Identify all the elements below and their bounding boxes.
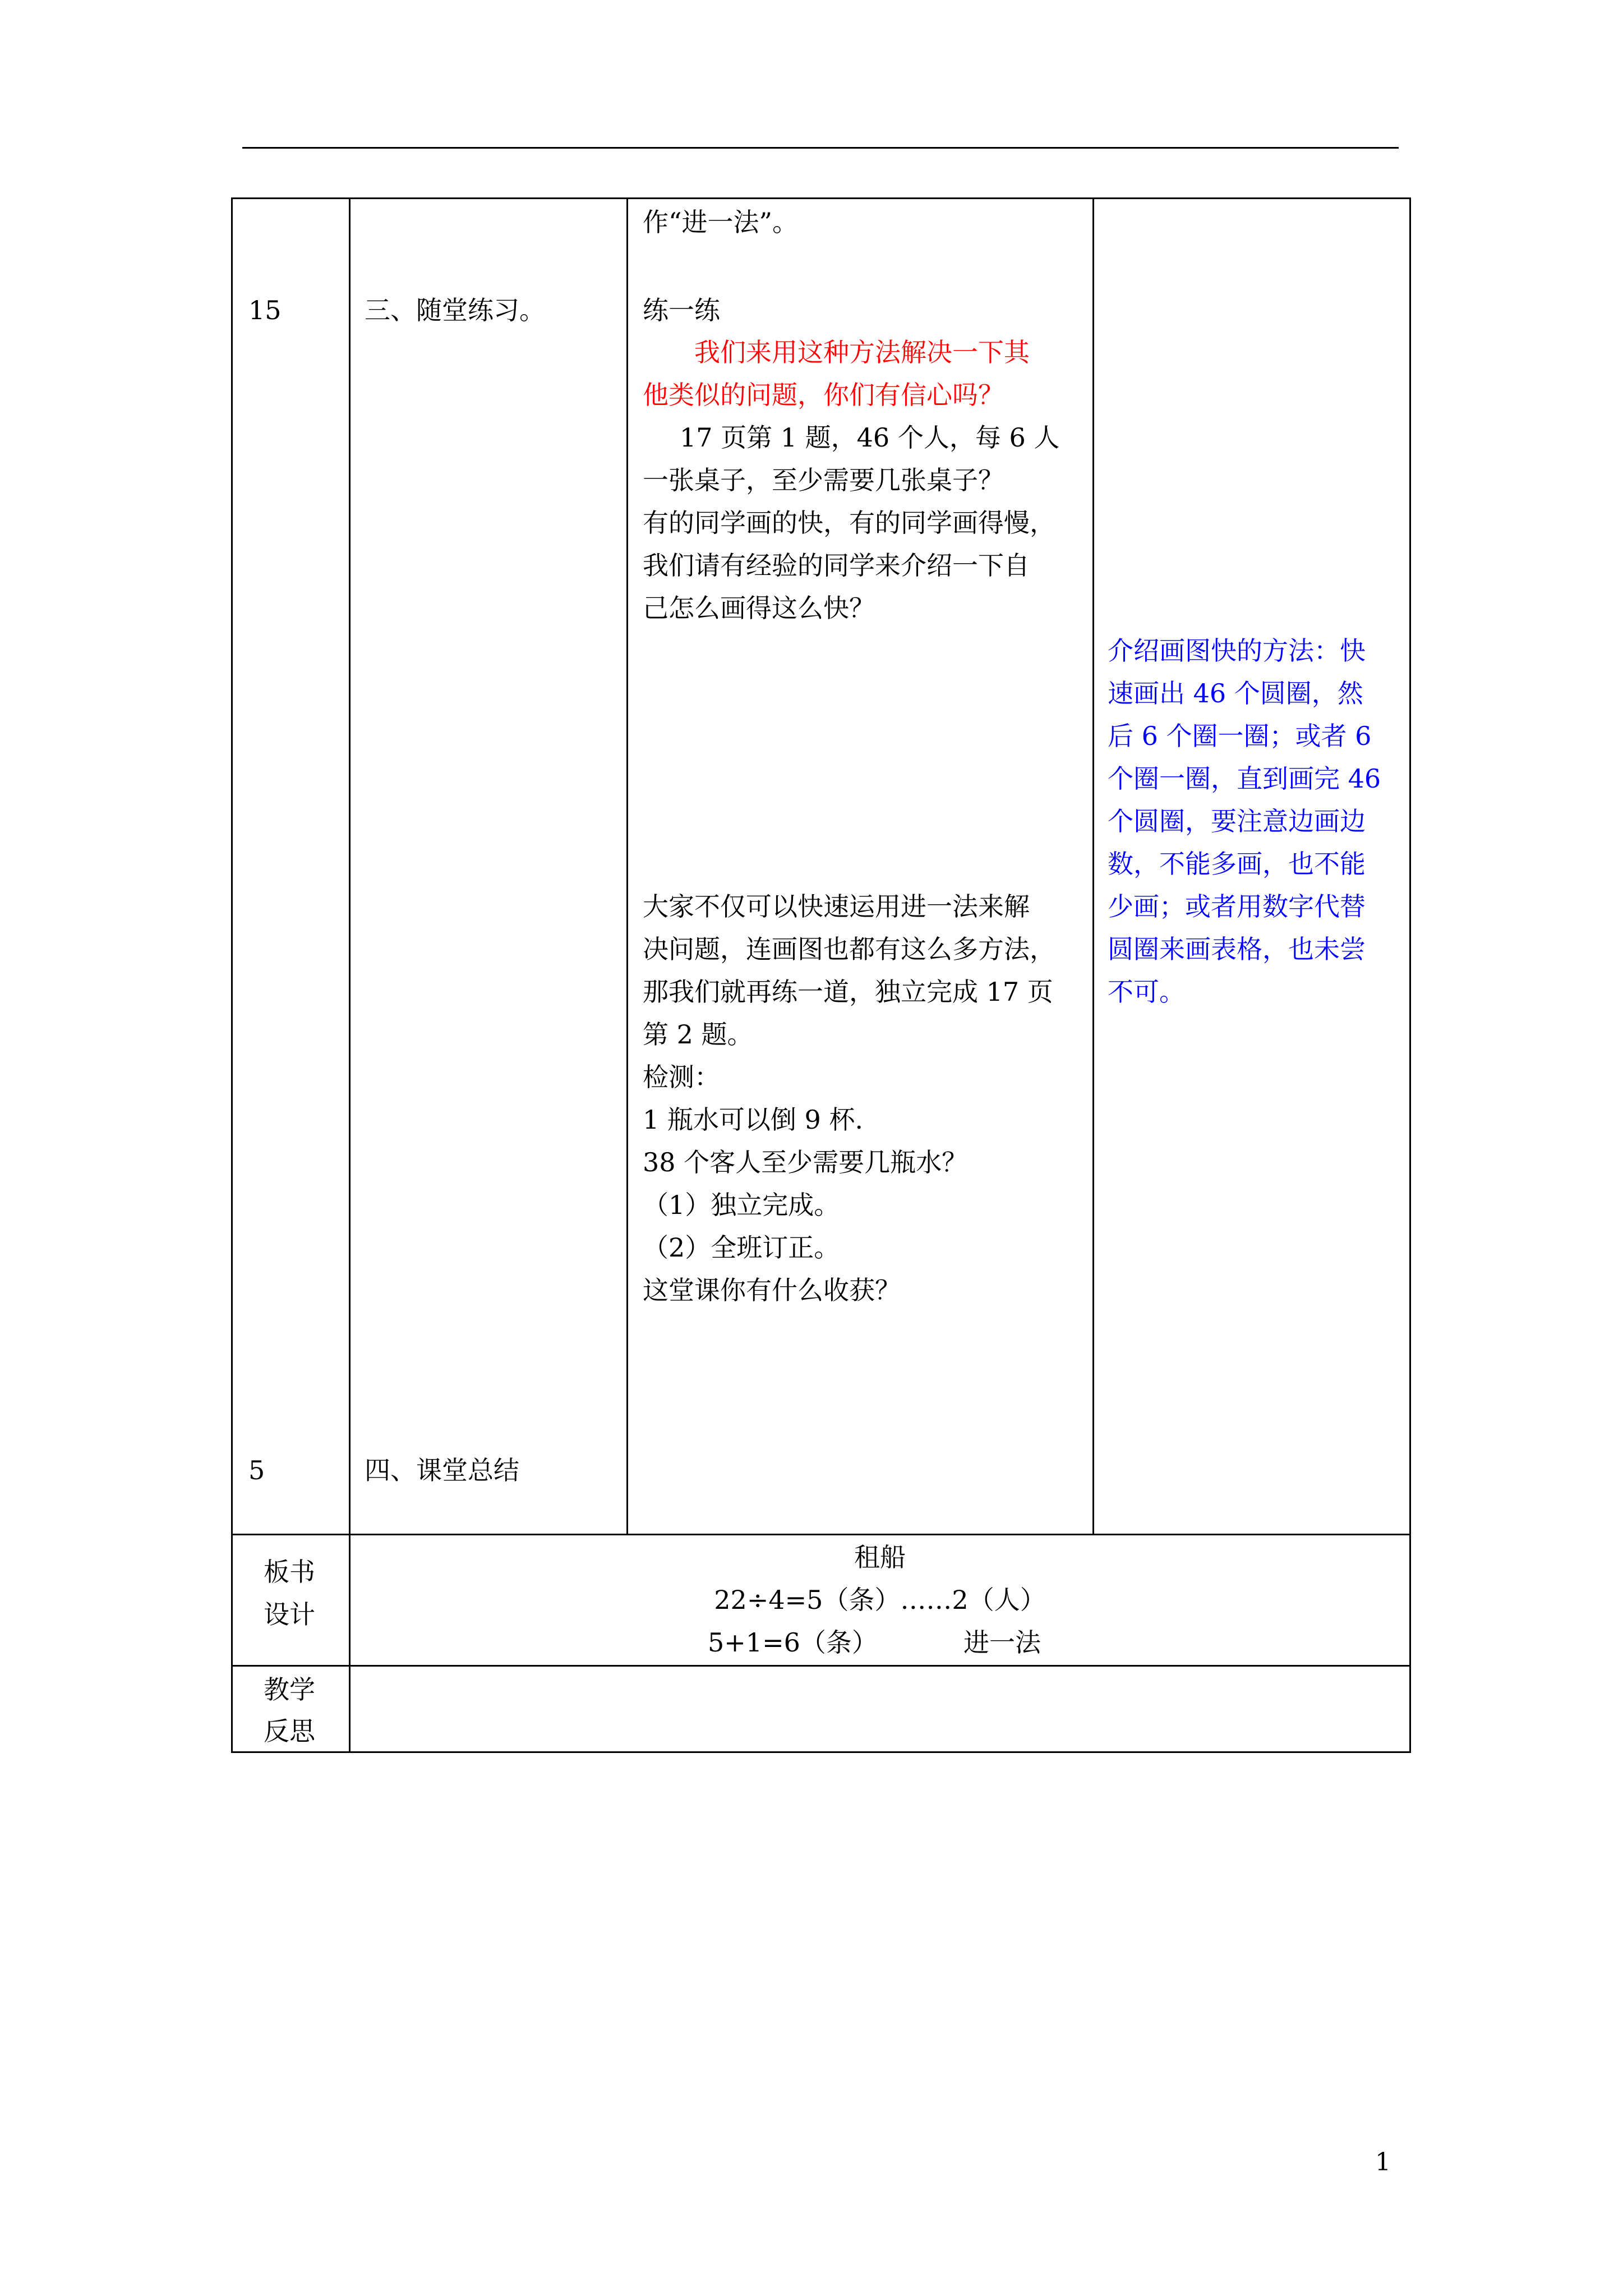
note-line: 个圆圈，要注意边画边 bbox=[1108, 806, 1366, 836]
activity-line: （2）全班订正。 bbox=[643, 1232, 840, 1263]
table-border-right bbox=[1409, 197, 1411, 1753]
col-divider-3 bbox=[1092, 197, 1094, 1535]
activity-line-red: 我们来用这种方法解决一下其 bbox=[694, 337, 1030, 367]
note-line: 数，不能多画，也不能 bbox=[1108, 849, 1366, 879]
stage-practice: 三、随堂练习。 bbox=[365, 295, 545, 325]
board-title: 租船 bbox=[854, 1542, 906, 1572]
page-number: 1 bbox=[1375, 2148, 1391, 2177]
note-line: 不可。 bbox=[1108, 977, 1185, 1007]
reflection-label-1: 教学 bbox=[264, 1674, 315, 1705]
activity-line: 己怎么画得这么快？ bbox=[643, 593, 875, 623]
activity-line: 练一练 bbox=[643, 295, 720, 325]
time-5: 5 bbox=[248, 1455, 265, 1485]
table-border-bottom bbox=[231, 1751, 1411, 1753]
note-line: 少画；或者用数字代替 bbox=[1108, 891, 1366, 922]
activity-line: 大家不仅可以快速运用进一法来解 bbox=[643, 891, 1030, 922]
activity-line-red: 他类似的问题，你们有信心吗？ bbox=[643, 380, 1004, 410]
activity-line: （1）独立完成。 bbox=[643, 1190, 840, 1220]
reflection-label-2: 反思 bbox=[264, 1716, 315, 1746]
note-line: 圆圈来画表格，也未尝 bbox=[1108, 934, 1366, 964]
activity-line: 检测： bbox=[643, 1062, 720, 1092]
note-line: 速画出 46 个圆圈，然 bbox=[1108, 678, 1363, 708]
note-line: 个圈一圈，直到画完 46 bbox=[1108, 763, 1381, 794]
activity-line: 这堂课你有什么收获？ bbox=[643, 1275, 901, 1305]
board-equation-1: 22÷4=5（条）……2（人） bbox=[714, 1585, 1046, 1615]
table-border-top bbox=[231, 197, 1411, 199]
activity-line: 有的同学画的快，有的同学画得慢， bbox=[643, 508, 1055, 538]
col-divider-1 bbox=[349, 197, 351, 1753]
activity-line: 17 页第 1 题，46 个人，每 6 人 bbox=[680, 422, 1060, 453]
activity-line: 38 个客人至少需要几瓶水？ bbox=[643, 1147, 968, 1177]
header-rule bbox=[242, 147, 1399, 149]
activity-line: 第 2 题。 bbox=[643, 1019, 753, 1050]
time-15: 15 bbox=[248, 295, 282, 325]
board-label-1: 板书 bbox=[264, 1557, 315, 1587]
col-divider-2 bbox=[626, 197, 628, 1535]
row-divider-main bbox=[231, 1534, 1411, 1535]
activity-line: 那我们就再练一道，独立完成 17 页 bbox=[643, 977, 1053, 1007]
board-method-label: 进一法 bbox=[963, 1627, 1041, 1658]
row-divider-board bbox=[231, 1665, 1411, 1667]
activity-line: 作“进一法”。 bbox=[643, 207, 799, 237]
board-label-2: 设计 bbox=[264, 1599, 315, 1630]
stage-summary: 四、课堂总结 bbox=[365, 1455, 519, 1485]
board-equation-2: 5+1=6（条） bbox=[708, 1627, 878, 1658]
activity-line: 我们请有经验的同学来介绍一下自 bbox=[643, 550, 1030, 581]
table-border-left bbox=[231, 197, 233, 1753]
activity-line: 1 瓶水可以倒 9 杯. bbox=[643, 1105, 864, 1135]
note-line: 介绍画图快的方法：快 bbox=[1108, 636, 1366, 666]
activity-line: 一张桌子，至少需要几张桌子？ bbox=[643, 465, 1004, 495]
note-line: 后 6 个圈一圈；或者 6 bbox=[1108, 721, 1372, 751]
activity-line: 决问题，连画图也都有这么多方法， bbox=[643, 934, 1055, 964]
